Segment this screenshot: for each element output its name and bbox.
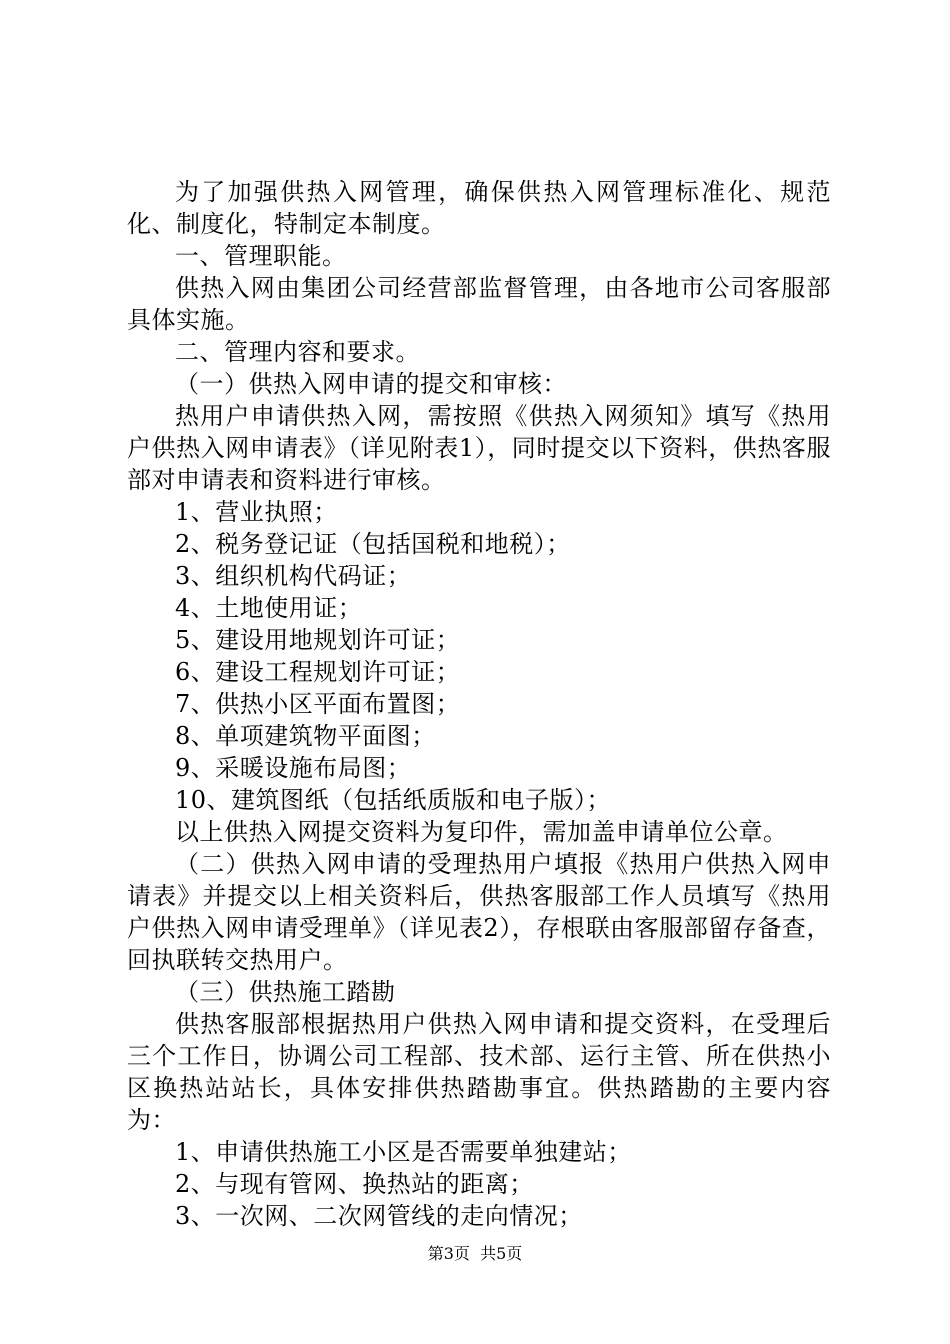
document-body [127,176,831,1232]
list-item: 10、建筑图纸（包括纸质版和电子版）； [175,786,612,814]
paragraph-note: 以上供热入网提交资料为复印件，需加盖申请单位公章。 [175,818,788,846]
heading-section-2: 二、管理内容和要求。 [175,338,420,366]
page-footer [0,1244,950,1264]
list-item: 3、组织机构代码证； [175,562,412,590]
paragraph-section-1: 供热入网由集团公司经营部监督管理，由各地市公司客服部具体实施。 [127,274,831,334]
subheading-2-1: （一）供热入网申请的提交和审核： [175,370,567,398]
list-item: 3、一次网、二次网管线的走向情况； [175,1202,583,1230]
list-item: 1、申请供热施工小区是否需要单独建站； [175,1138,632,1166]
paragraph-2-2: （二）供热入网申请的受理热用户填报《热用户供热入网申请表》并提交以上相关资料后，供热客服部工作人员填写《热用户供热入网申请受理单》（详见表2），存根联由客服部留存备查，回执联转交热用户。 [127,850,831,974]
list-item: 8、单项建筑物平面图； [175,722,436,750]
list-item: 2、与现有管网、换热站的距离； [175,1170,534,1198]
page-number: 第3页 共5页 [427,1244,523,1263]
list-item: 7、供热小区平面布置图； [175,690,461,718]
paragraph-intro: 为了加强供热入网管理，确保供热入网管理标准化、规范化、制度化，特制定本制度。 [127,178,831,238]
subheading-2-3: （三）供热施工踏勘 [175,978,396,1006]
list-item: 9、采暖设施布局图； [175,754,412,782]
paragraph-2-1: 热用户申请供热入网，需按照《供热入网须知》填写《热用户供热入网申请表》（详见附表1），同时提交以下资料，供热客服部对申请表和资料进行审核。 [127,402,831,494]
paragraph-2-3: 供热客服部根据热用户供热入网申请和提交资料，在受理后三个工作日，协调公司工程部、技术部、运行主管、所在供热小区换热站站长，具体安排供热踏勘事宜。供热踏勘的主要内容为： [127,1010,831,1134]
list-item: 1、营业执照； [175,498,338,526]
list-item: 2、税务登记证（包括国税和地税）； [175,530,571,558]
heading-section-1: 一、管理职能。 [175,242,347,270]
list-item: 4、土地使用证； [175,594,363,622]
list-item: 5、建设用地规划许可证； [175,626,461,654]
list-item: 6、建设工程规划许可证； [175,658,461,686]
